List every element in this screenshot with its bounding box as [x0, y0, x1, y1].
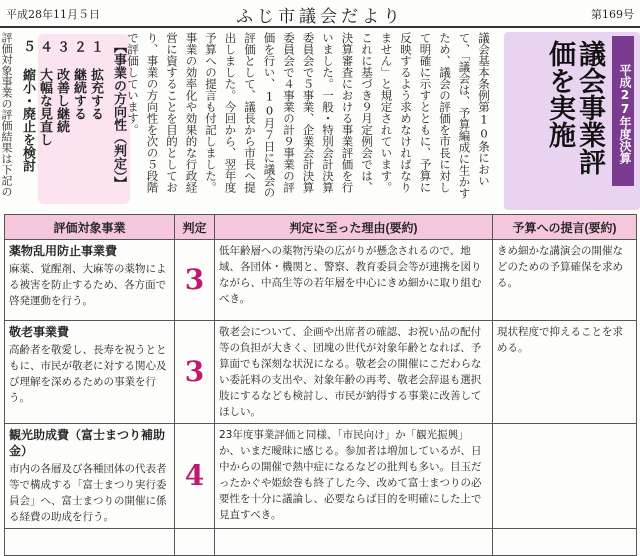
- policy-item: ４ 大幅な見直し: [38, 40, 53, 146]
- column-header: 判定に至った理由(要約): [215, 215, 493, 240]
- policy-item: ２ 継続する: [72, 40, 87, 120]
- policy-item: ３ 改善し継続: [55, 40, 70, 133]
- issue-number: 第169号: [591, 8, 634, 21]
- table-row: [5, 424, 637, 529]
- article-paragraph: 議会基本条例第10条において、「議会は、予算編成に生かすため、議会の評価を市長に対して明確に示すとともに、予算に反映するよう求めなければなりません」と規定されています。: [379, 32, 491, 199]
- program-cell: [5, 424, 175, 529]
- feature-title: 議会事業評 価を実施: [544, 40, 605, 175]
- fiscal-year-tag: 平成27年度決算: [612, 36, 634, 186]
- column-header: 評価対象事業: [5, 215, 175, 240]
- issue-date: 平成28年11月５日: [6, 8, 100, 21]
- program-name: 観光助成費（富士まつり補助金）: [9, 428, 166, 458]
- reason-cell: [215, 529, 493, 556]
- program-cell: [5, 240, 175, 321]
- article-paragraph: 事業の効率化や効果的な行政経営に資することを目的としており、事業の方向性を次の５段階で評価しています。: [126, 32, 199, 193]
- policy-box: [21, 34, 130, 204]
- table-row: [5, 529, 637, 556]
- reason-cell: 敬老会について、企画や出席者の確認、お祝い品の配付等の負担が大きく、団塊の世代が対象年齢となれば、予算面でも深刻な状況になる。敬老会の開催にこだわらない委託料の支出や、対象年齢の再考、敬老会辞退も選択肢にするなども検討し、市民が納得する事業に改善してほしい。: [215, 321, 493, 424]
- table-header-row: [5, 215, 637, 240]
- reason-cell: 23年度事業評価と同様、「市民向け」か「観光振興」か、いまだ曖昧に感じる。参加者は増加しているが、日中からの開催で熱中症になるなどの批判も多い。目玉だったかぐや姫絵巻も終了した今、改めて富士まつりの必要性を十分に議論し、必要ならば目的を明確にした上で見直すべき。: [215, 424, 493, 529]
- reason-cell: 低年齢層への薬物汚染の広がりが懸念されるので、地域、各団体・機関と、警察、教育委員会等が連携を図りながら、中高生等の若年層を中心にきめ細かに取り組むべき。: [215, 240, 493, 321]
- program-cell: [5, 321, 175, 424]
- program-name: 薬物乱用防止事業費: [9, 244, 118, 258]
- judgment-value: 4: [175, 424, 215, 529]
- table-row: [5, 321, 637, 424]
- table-row: [5, 240, 637, 321]
- program-description: 麻薬、覚醒剤、大麻等の薬物による被害を防止するため、各方面で啓発運動を行う。: [9, 263, 167, 307]
- proposal-cell: [493, 529, 637, 556]
- judgment-value: 3: [175, 321, 215, 424]
- policy-item: １ 拡充する: [89, 40, 104, 120]
- program-description: 市内の各層及び各種団体の代表者等で構成する「富士まつり実行委員会」へ、富士まつりの開催に係る経費の助成を行う。: [9, 463, 167, 523]
- policy-item: ５ 縮小・廃止を検討: [21, 40, 36, 172]
- column-header: 予算への提言(要約): [493, 215, 637, 240]
- feature-title-box: [504, 32, 640, 210]
- judgment-cell: [175, 529, 215, 556]
- article-body: [126, 32, 493, 204]
- article-paragraph: これに基づき９月定例会では、決算審査における事業評価を行いました。一般・特別会計決算委員会で５事業、企業会計決算委員会で４事業の計９事業の評価を行い、10月７日に議会の評価として、議長から市長へ提出しました。今回から、翌年度予算への提言も付記しました。: [204, 32, 374, 198]
- program-cell: [5, 529, 175, 556]
- left-note: 評価対象事業の評価結果は下記の: [0, 32, 13, 197]
- proposal-cell: [493, 424, 637, 529]
- judgment-value: 3: [175, 240, 215, 321]
- program-name: 敬老事業費: [9, 325, 70, 339]
- proposal-cell: 現状程度で抑えることを求める。: [493, 321, 637, 424]
- proposal-cell: きめ細かな講演会の開催などのための予算確保を求める。: [493, 240, 637, 321]
- column-header: 判定: [175, 215, 215, 240]
- evaluation-table: [4, 214, 636, 523]
- newsletter-header: [0, 0, 640, 28]
- program-description: 高齢者を敬愛し、長寿を祝うとともに、市民が敬老に対する関心及び理解を深めるための事業を行う。: [9, 344, 167, 404]
- newsletter-title: ふじ市議会だより: [236, 7, 404, 27]
- policy-heading: 【事業の方向性（判定）】: [112, 40, 127, 190]
